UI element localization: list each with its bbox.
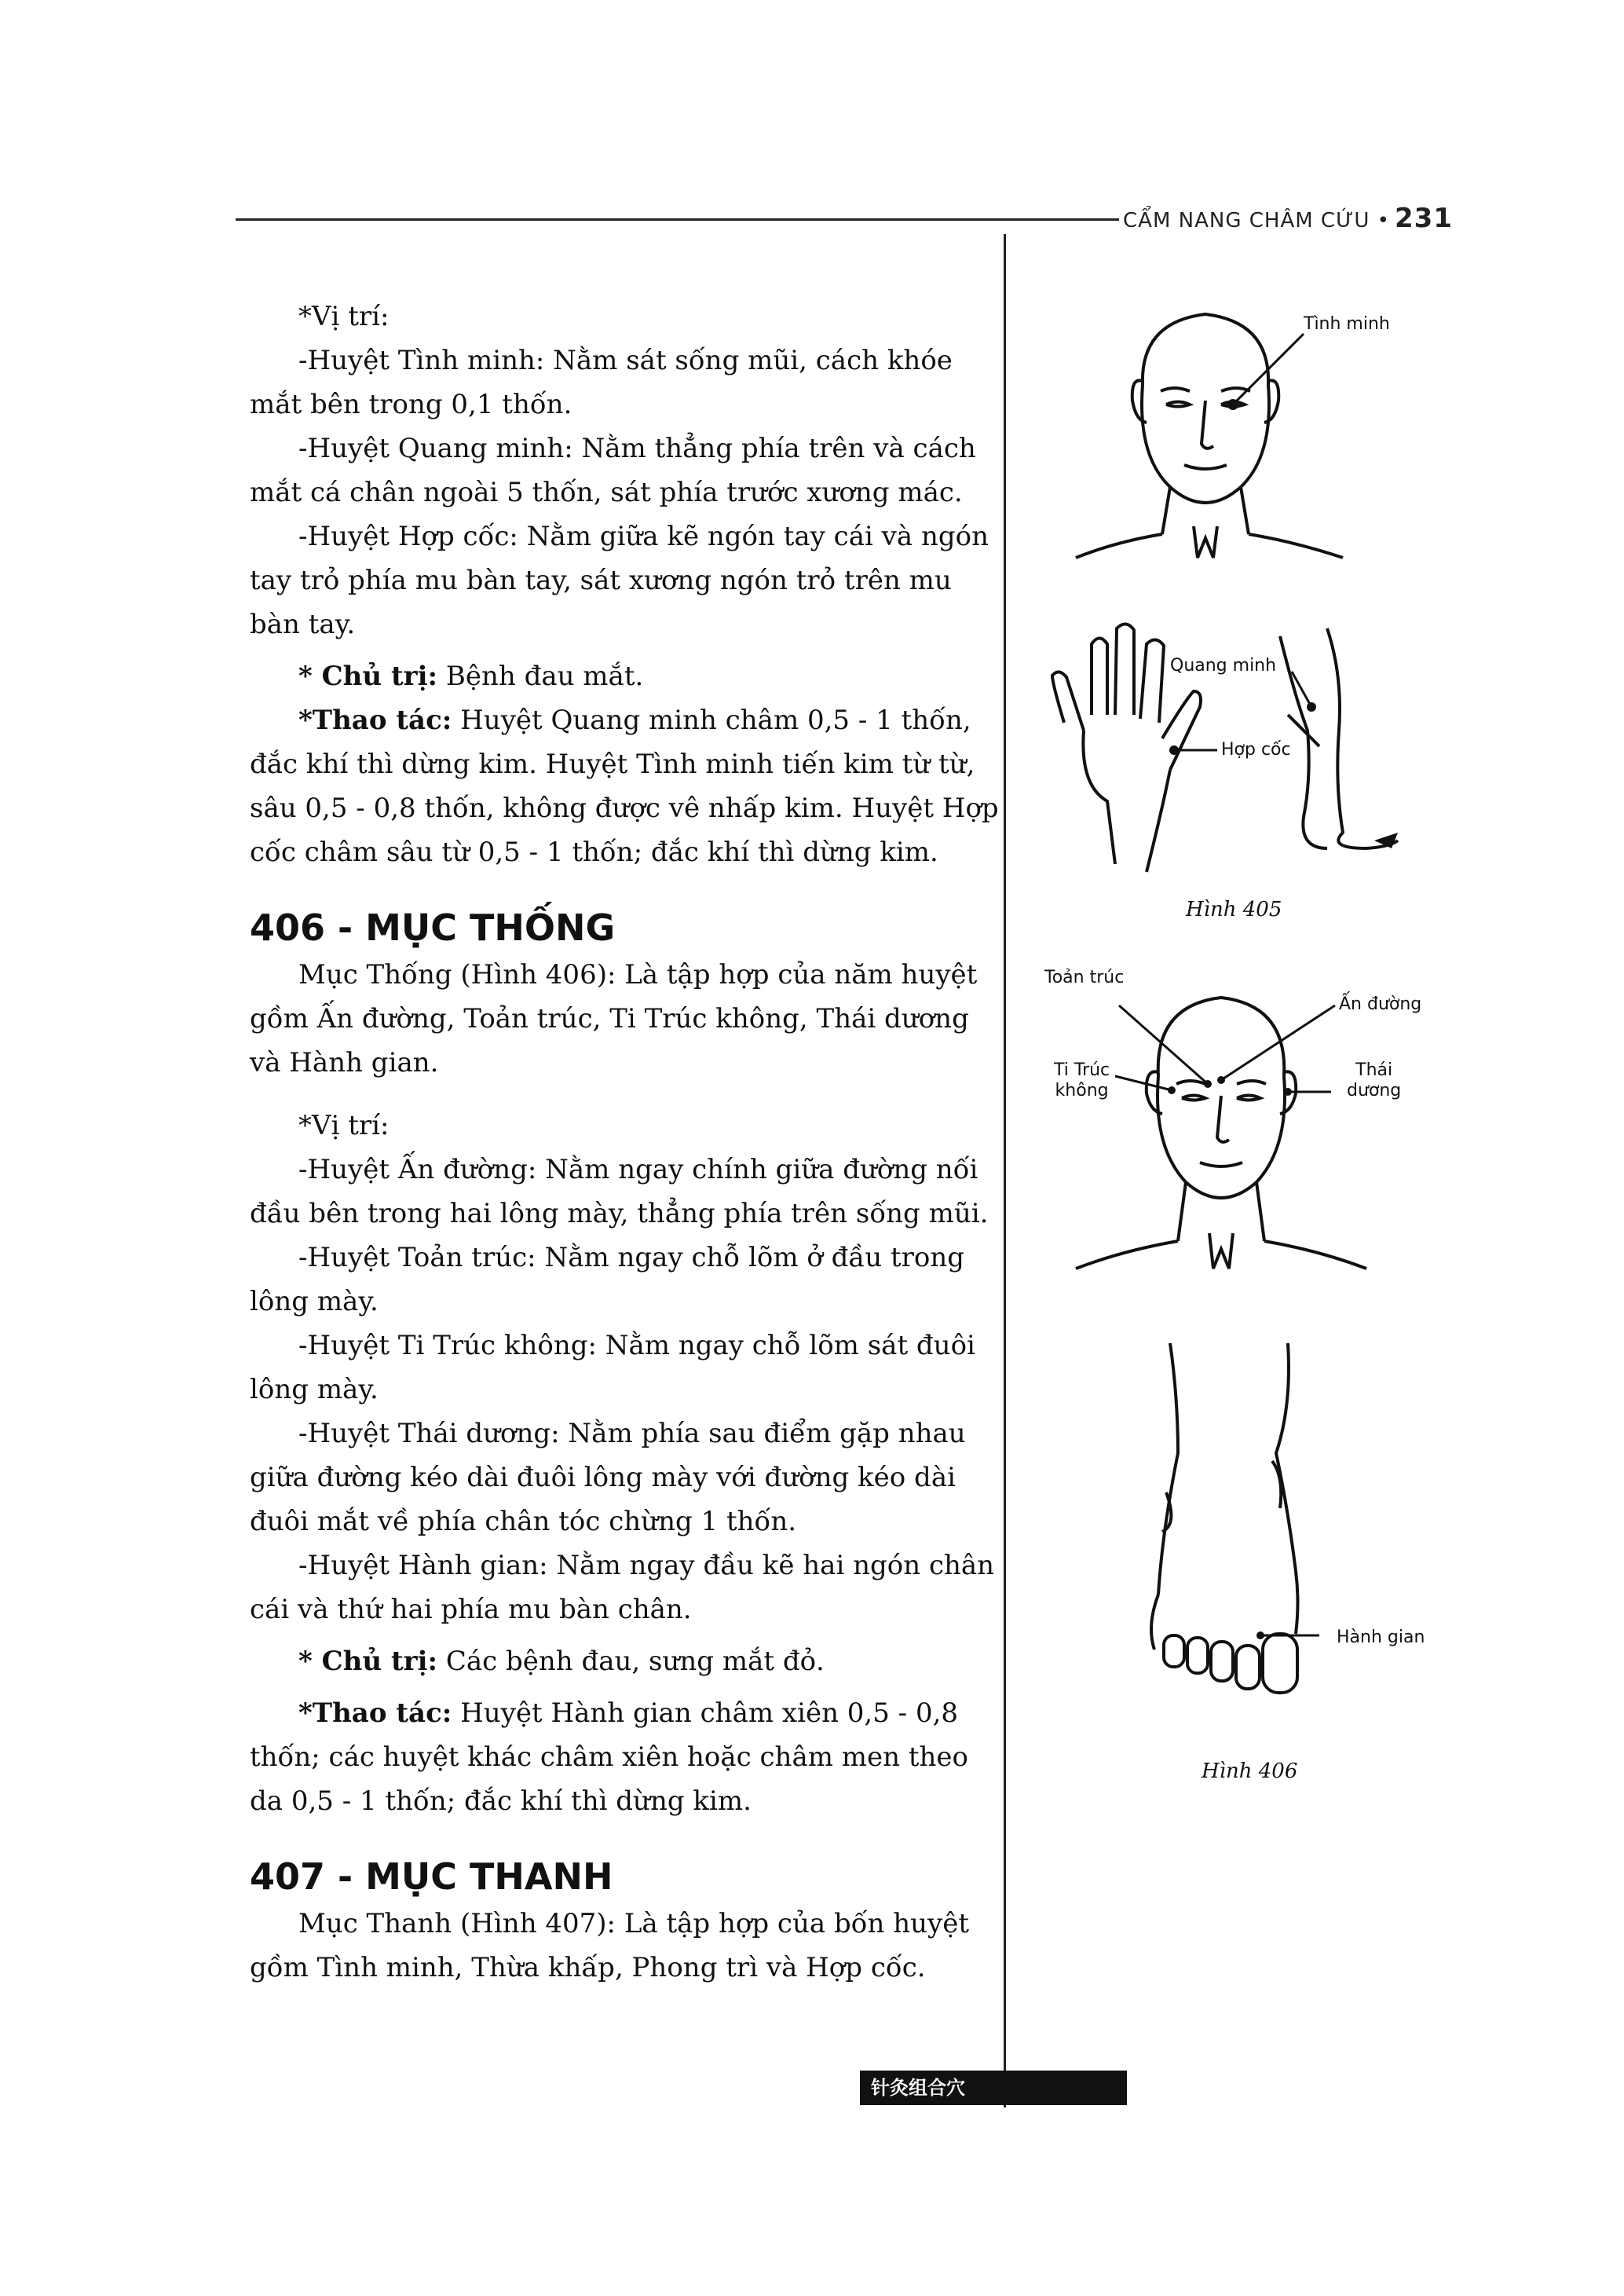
vitri-item-thai-duong: -Huyệt Thái dương: Nằm phía sau điểm gặp nhau giữa đường kéo dài đuôi lông mày với đường kéo dài đuôi mắt về phía chân tóc chừng 1 thốn.: [250, 1418, 966, 1537]
header-rule: [236, 218, 1119, 221]
column-divider: [1004, 234, 1006, 2107]
chutri-406: [250, 1639, 1004, 1683]
vitri-item-toan-truc: -Huyệt Toản trúc: Nằm ngay chỗ lõm ở đầu trong lông mày.: [250, 1242, 965, 1317]
vitri-label-406: *Vị trí:: [298, 1110, 390, 1141]
vitri-label-405: *Vị trí:: [298, 301, 390, 332]
thaotac-label: *Thao tác:: [298, 705, 452, 736]
label-toan-truc: Toản trúc: [1044, 968, 1125, 987]
chutri-text: Các bệnh đau, sưng mắt đỏ.: [445, 1646, 825, 1677]
thaotac-label: *Thao tác:: [298, 1697, 452, 1729]
vitri-item-tinh-minh: -Huyệt Tình minh: Nằm sát sống mũi, cách khóe mắt bên trong 0,1 thốn.: [250, 345, 953, 420]
label-quang-minh: Quang minh: [1170, 656, 1277, 676]
label-ti-truc-khong: Ti Trúc không: [1054, 1060, 1110, 1100]
ti-truc-khong-pointer: [1115, 1076, 1172, 1090]
foot-illustration: [1131, 1335, 1319, 1728]
label-hanh-gian: Hành gian: [1337, 1628, 1425, 1647]
book-title: CẨM NANG CHÂM CỨU •: [1123, 209, 1391, 233]
vitri-item-hanh-gian: -Huyệt Hành gian: Nằm ngay đầu kẽ hai ngón chân cái và thứ hai phía mu bàn chân.: [250, 1550, 995, 1625]
figure-406-foot: [1131, 1335, 1425, 1728]
an-duong-pointer: [1221, 1005, 1335, 1080]
vitri-item-ti-truc-khong: -Huyệt Ti Trúc không: Nằm ngay chỗ lõm sát đuôi lông mày.: [250, 1330, 975, 1405]
label-an-duong: Ấn đường: [1339, 994, 1422, 1014]
figure-406-face: [1029, 958, 1422, 1304]
chutri-405: [250, 654, 1004, 698]
label-tinh-minh: Tình minh: [1304, 314, 1390, 334]
page-number: 231: [1395, 203, 1453, 234]
figure-405-face: [1068, 291, 1390, 573]
intro-407: Mục Thanh (Hình 407): Là tập hợp của bốn huyệt gồm Tình minh, Thừa khấp, Phong trì và Hợp cốc.: [250, 1908, 970, 1983]
intro-406: Mục Thống (Hình 406): Là tập hợp của năm huyệt gồm Ấn đường, Toản trúc, Ti Trúc không, Thái dương và Hành gian.: [250, 959, 978, 1078]
thaotac-text: Huyệt Quang minh châm 0,5 - 1 thốn, đắc khí thì dừng kim. Huyệt Tình minh tiến kim từ từ, sâu 0,5 - 0,8 thốn, không được vê nhấp kim. Huyệt Hợp cốc châm sâu từ 0,5 - 1 thốn; đắc khí thì dừng kim.: [250, 705, 999, 868]
label-hop-coc: Hợp cốc: [1221, 740, 1291, 760]
footer-stamp: 针灸组合穴: [860, 2071, 1127, 2105]
vitri-item-quang-minh: -Huyệt Quang minh: Nằm thẳng phía trên và cách mắt cá chân ngoài 5 thốn, sát phía trước xương mác.: [250, 433, 976, 508]
chutri-label: * Chủ trị:: [298, 1646, 438, 1677]
header-title: [1123, 203, 1453, 234]
running-header: [236, 203, 1453, 234]
text-column: [250, 295, 1004, 1990]
caption-406: Hình 406: [1202, 1760, 1298, 1783]
chutri-text: Bệnh đau mắt.: [445, 661, 644, 692]
caption-405: Hình 405: [1186, 898, 1282, 921]
vitri-item-hop-coc: -Huyệt Hợp cốc: Nằm giữa kẽ ngón tay cái và ngón tay trỏ phía mu bàn tay, sát xương ngón trỏ trên mu bàn tay.: [250, 521, 989, 640]
chutri-label: * Chủ trị:: [298, 661, 438, 692]
thaotac-406: [250, 1691, 1004, 1823]
hand-leg-illustration: [1029, 613, 1406, 880]
thaotac-text: Huyệt Hành gian châm xiên 0,5 - 0,8 thốn; các huyệt khác châm xiên hoặc châm men theo da 0,5 - 1 thốn; đắc khí thì dừng kim.: [250, 1697, 968, 1817]
thaotac-405: [250, 698, 1004, 874]
figure-405-hand-leg: [1029, 613, 1406, 880]
section-heading-406: 406 - MỤC THỐNG: [250, 906, 616, 949]
section-heading-407: 407 - MỤC THANH: [250, 1855, 613, 1898]
label-thai-duong: Thái dương: [1347, 1060, 1402, 1100]
vitri-item-an-duong: -Huyệt Ấn đường: Nằm ngay chính giữa đường nối đầu bên trong hai lông mày, thẳng phía trên sống mũi.: [250, 1154, 989, 1229]
toan-truc-pointer: [1119, 1005, 1208, 1084]
